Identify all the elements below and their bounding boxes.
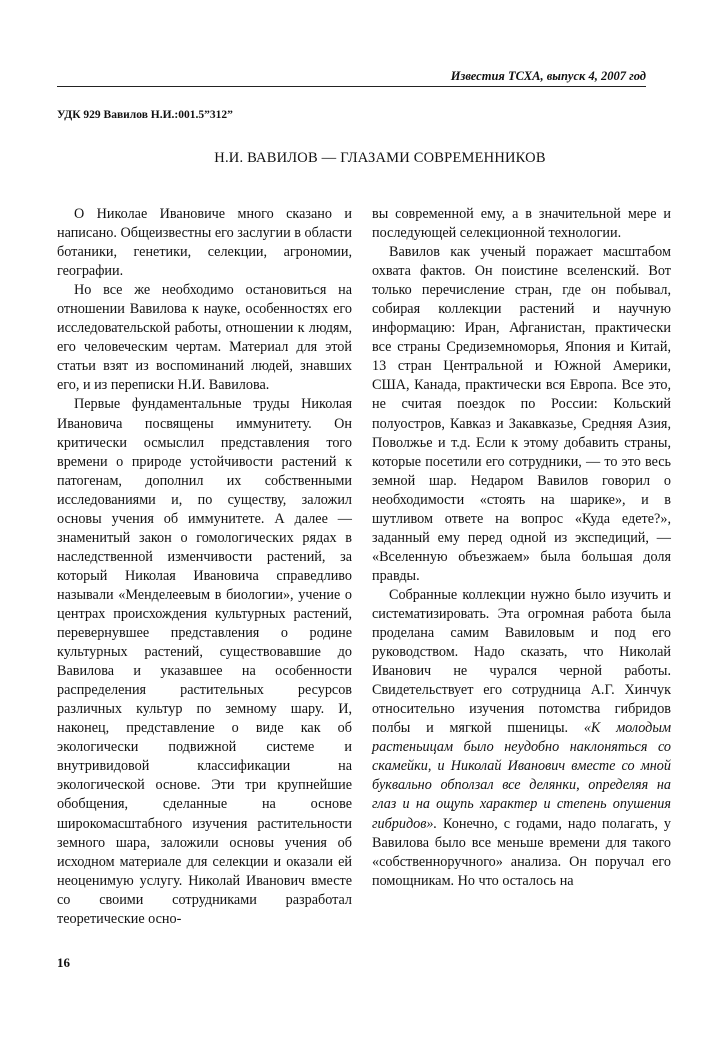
paragraph: Вавилов как ученый поражает масштабом охвата фактов. Он поистине вселенский. Вот только перечисление стран, где он побывал, собирая коллекции растений и научную информацию: Иран, Афганистан, практически все страны Средиземноморья, Япония и Китай, 13 стран Центральной и Южной Америки, США, Канада, практически вся Европа. Все это, не считая поездок по России: Кольский полуостров, Кавказ и Закавказье, Средняя Азия, Поволжье и т.д. Если к этому добавить страны, которые посетили его сотрудники, — то это весь земной шар. Недаром Вавилов говорил о необходимости «стоять на шарике», и в шутливом ответе на вопрос «Куда едете?», заданный ему перед одной из экспедиций, — «Вселенную объезжаем» была большая доля правды. <box>372 244 671 584</box>
text-column-right <box>372 205 671 891</box>
page-number: 16 <box>57 955 70 970</box>
header-rule <box>57 86 646 87</box>
quotation: «К молодым растеньицам было неудобно наклоняться со скамейки, и Николай Иванович вместе со мной буквально обползал все делянки, определяя на глаз и на ощупь характер и степень опушения гибридов». <box>372 720 672 832</box>
udk-code: УДК 929 Вавилов Н.И.:001.5”312” <box>57 109 233 121</box>
article-title: Н.И. ВАВИЛОВ — ГЛАЗАМИ СОВРЕМЕННИКОВ <box>214 150 546 166</box>
journal-header: Известия ТСХА, выпуск 4, 2007 год <box>450 69 646 83</box>
paragraph: Но все же необходимо остановиться на отношении Вавилова к науке, особенностях его исследовательской работы, отношении к людям, его человеческим чертам. Материал для этой статьи взят из воспоминаний людей, знавших его, и из переписки Н.И. Вавилова. <box>57 282 352 394</box>
paragraph: Первые фундаментальные труды Николая Ивановича посвящены иммунитету. Он критически осмыслил представления того времени о природе устойчивости растений к патогенам, дополнил их собственными исследованиями и, по существу, заложил основы учения об иммунитете. А далее — знаменитый закон о гомологических рядах в наследственной изменчивости растений, за который Николая Ивановича справедливо называли «Менделеевым в биологии», учение о центрах происхождения культурных растений, перевернувшее представления о родине культурных растений, существовавшие до Вавилова и указавшее на особенности распределения растительных ресурсов различных культур по земному шару. И, наконец, представление о виде как об экологически подвижной системе и внутривидовой классификации на экологической основе. Эти три крупнейшие обобщения, сделанные на основе широкомасштабного изучения растительности земного шара, заложили основы учения об исходном материале для селекции и оказали ей неоценимую услугу. Николай Иванович вместе со своими сотрудниками разработал теоретические осно- <box>57 396 352 927</box>
paragraph: вы современной ему, а в значительной мере и последующей селекционной технологии. <box>372 206 671 242</box>
paragraph-text: Конечно, с годами, надо полагать, у Вавилова было все меньше времени для такого «собственноручного» анализа. Он поручал его помощникам. Но что осталось на <box>372 815 671 889</box>
text-column-left <box>57 205 352 929</box>
paragraph-text: Собранные коллекции нужно было изучить и систематизировать. Эта огромная работа была проделана самим Вавиловым и под его руководством. Надо сказать, что Николай Иванович не чурался черной работы. Свидетельствует его сотрудница А.Г. Хинчук относительно изучения потомства гибридов полбы и мягкой пшеницы. <box>372 586 671 737</box>
paragraph <box>372 586 671 891</box>
paragraph: О Николае Ивановиче много сказано и написано. Общеизвестны его заслугии в области ботаники, генетики, селекции, агрономии, географии. <box>57 206 352 280</box>
